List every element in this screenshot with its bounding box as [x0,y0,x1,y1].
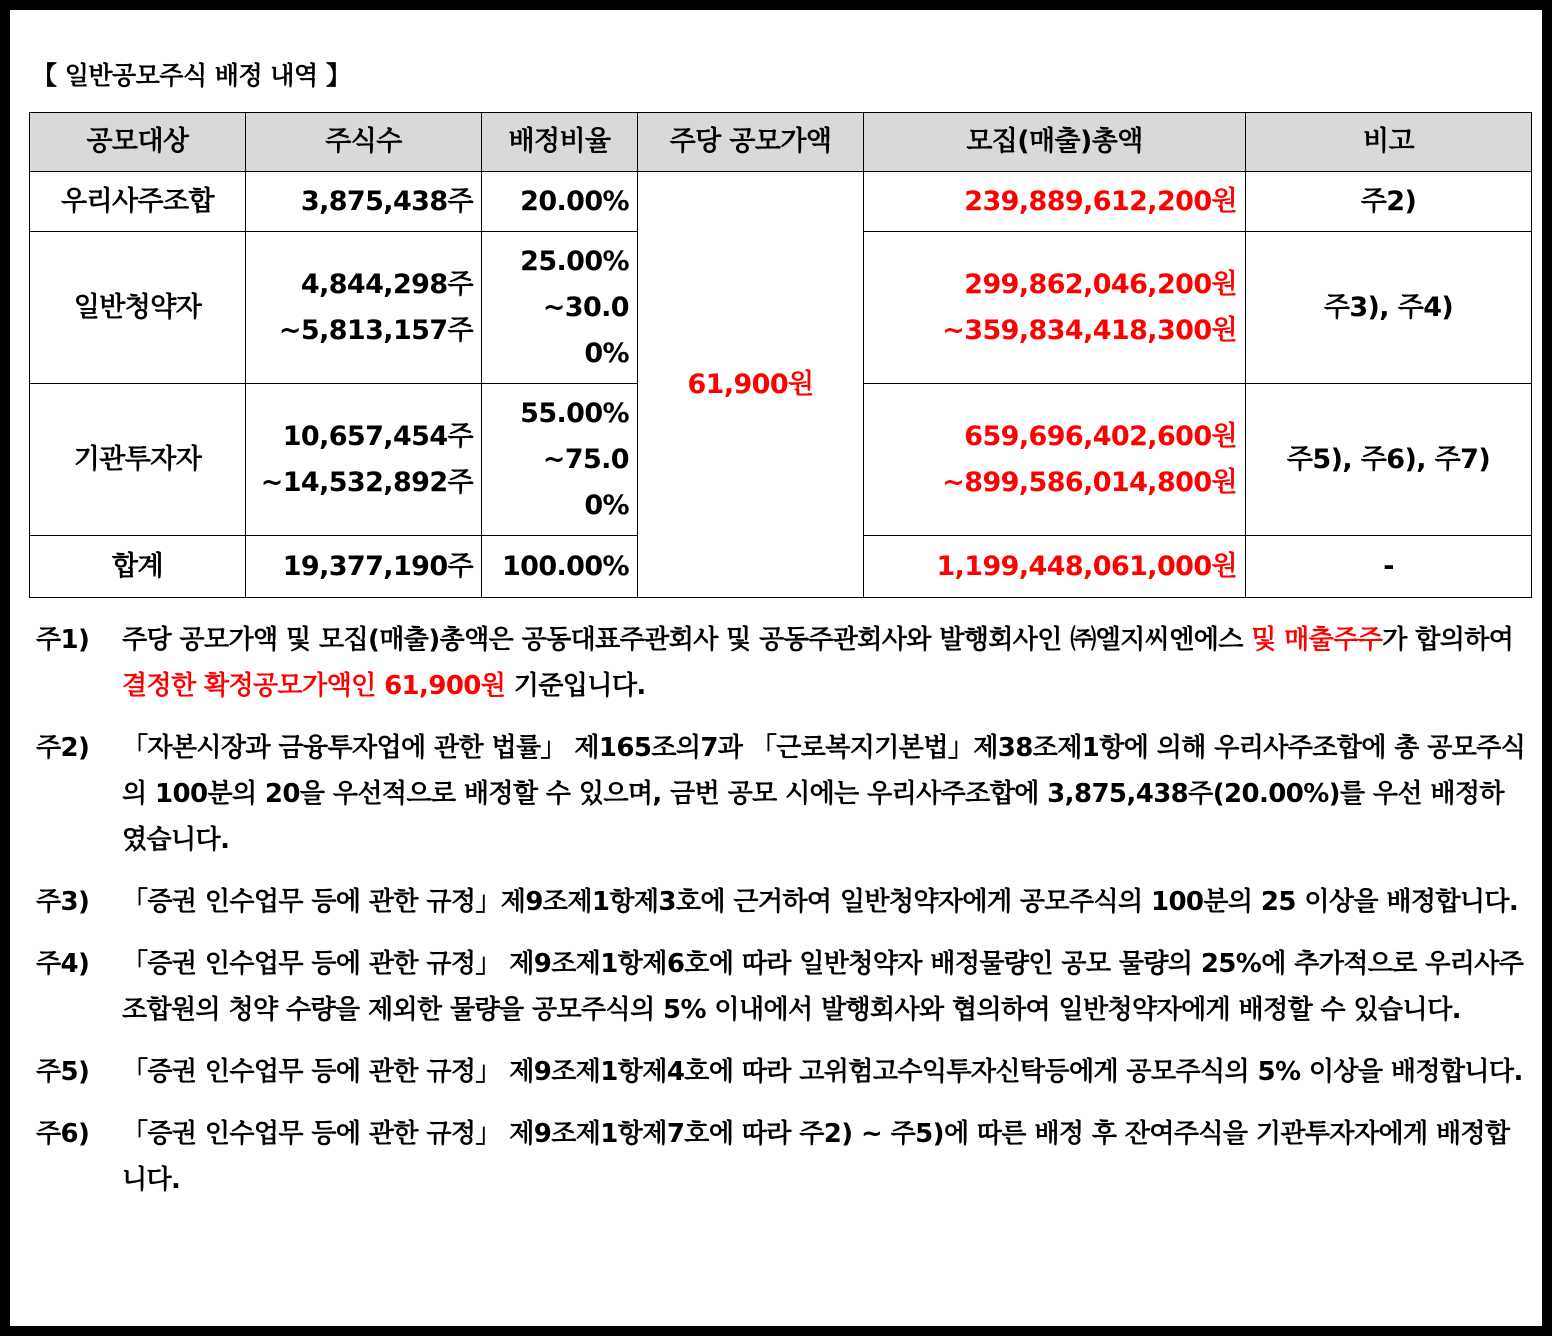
table-row [30,172,1532,232]
cell-price: 61,900원 [638,172,864,598]
cell-ratio: 100.00% [482,536,638,598]
cell-ratio: 25.00% ~30.0 0% [482,232,638,384]
cell-shares: 3,875,438주 [246,172,482,232]
header-target: 공모대상 [30,113,246,172]
footnote-2: 주2) 「자본시장과 금융투자업에 관한 법률」 제165조의7과 「근로복지기본법」제38조제1항에 의해 우리사주조합에 총 공모주식의 100분의 20을 우선적으로 배정할 수 있으며, 금번 공모 시에는 우리사주조합에 3,875,438주(20.00%)를 우선 배정하였습니다. [36,733,1526,855]
footnote-5: 주5) 「증권 인수업무 등에 관한 규정」 제9조제1항제4호에 따라 고위험고수익투자신탁등에게 공모주식의 5% 이상을 배정합니다. [36,1057,1523,1087]
header-note: 비고 [1246,113,1532,172]
document-page [10,10,1542,1326]
footnote-1: 주1) 주당 공모가액 및 모집(매출)총액은 공동대표주관회사 및 공동주관회사와 발행회사인 ㈜엘지씨엔에스 및 매출주주가 합의하여 결정한 확정공모가액인 61,900원 기준입니다. [36,625,1514,701]
header-price: 주당 공모가액 [638,113,864,172]
cell-note: 주3), 주4) [1246,232,1532,384]
cell-total: 239,889,612,200원 [864,172,1246,232]
cell-shares: 4,844,298주 ~5,813,157주 [246,232,482,384]
cell-total: 659,696,402,600원 ~899,586,014,800원 [864,384,1246,536]
cell-target: 우리사주조합 [30,172,246,232]
cell-target: 합계 [30,536,246,598]
cell-total: 1,199,448,061,000원 [864,536,1246,598]
allocation-table [29,112,1532,598]
cell-shares: 10,657,454주 ~14,532,892주 [246,384,482,536]
cell-ratio: 20.00% [482,172,638,232]
cell-target: 기관투자자 [30,384,246,536]
footnotes [36,617,1526,1219]
footnote-6: 주6) 「증권 인수업무 등에 관한 규정」 제9조제1항제7호에 따라 주2) ~ 주5)에 따른 배정 후 잔여주식을 기관투자자에게 배정합니다. [36,1119,1510,1195]
header-total: 모집(매출)총액 [864,113,1246,172]
cell-total: 299,862,046,200원 ~359,834,418,300원 [864,232,1246,384]
header-shares: 주식수 [246,113,482,172]
header-ratio: 배정비율 [482,113,638,172]
cell-ratio: 55.00% ~75.0 0% [482,384,638,536]
footnote-4: 주4) 「증권 인수업무 등에 관한 규정」 제9조제1항제6호에 따라 일반청약자 배정물량인 공모 물량의 25%에 추가적으로 우리사주 조합원의 청약 수량을 제외한 물량을 공모주식의 5% 이내에서 발행회사와 협의하여 일반청약자에게 배정할 수 있습니다. [36,949,1524,1025]
cell-target: 일반청약자 [30,232,246,384]
cell-note: - [1246,536,1532,598]
footnote-3: 주3) 「증권 인수업무 등에 관한 규정」제9조제1항제3호에 근거하여 일반청약자에게 공모주식의 100분의 25 이상을 배정합니다. [36,887,1519,917]
cell-shares: 19,377,190주 [246,536,482,598]
cell-note: 주5), 주6), 주7) [1246,384,1532,536]
section-title: 【 일반공모주식 배정 내역 】 [32,61,351,90]
table-header-row [30,113,1532,172]
cell-note: 주2) [1246,172,1532,232]
